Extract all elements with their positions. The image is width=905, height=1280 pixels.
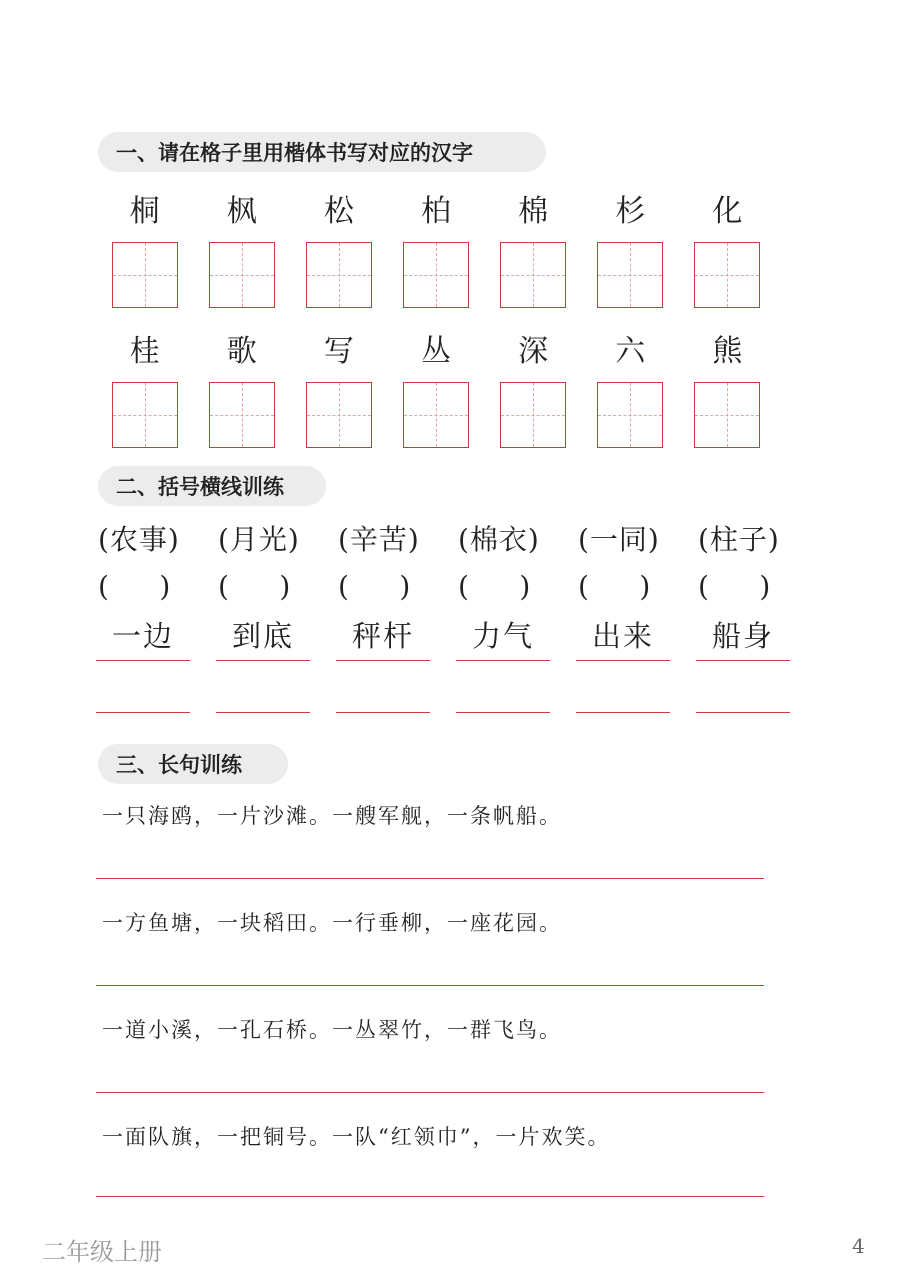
paren-word: (棉衣): [458, 523, 540, 556]
underline-word: 力气: [456, 616, 550, 661]
paren-blank[interactable]: ( ): [698, 570, 772, 603]
section2-title-text: 二、括号横线训练: [116, 475, 284, 499]
underline-word: 出来: [576, 616, 670, 661]
char-cell: [679, 332, 776, 448]
page-number: 4: [852, 1234, 865, 1258]
paren-word: (一同): [578, 523, 660, 556]
blank-line-row: [96, 710, 816, 713]
tian-grid-box[interactable]: [694, 242, 760, 308]
paren-row-filled: [98, 518, 818, 558]
write-blank[interactable]: [456, 710, 550, 713]
tian-grid-box[interactable]: [597, 382, 663, 448]
write-blank[interactable]: [216, 710, 310, 713]
char-cell: [485, 192, 582, 308]
sentence-2: 一方鱼塘，一块稻田。一行垂柳，一座花园。: [102, 911, 562, 935]
tian-grid-box[interactable]: [403, 382, 469, 448]
sentence-4: 一面队旗，一把铜号。一队“红领巾”，一片欢笑。: [102, 1125, 611, 1149]
underline-word: 到底: [216, 616, 310, 661]
char-cell: [290, 332, 387, 448]
write-blank[interactable]: [696, 710, 790, 713]
tian-grid-box[interactable]: [694, 382, 760, 448]
sentence-1: 一只海鸥，一片沙滩。一艘军舰，一条帆船。: [102, 804, 562, 828]
char-label: 熊: [712, 334, 743, 369]
char-label: 化: [712, 194, 743, 229]
char-cell: [679, 192, 776, 308]
char-cell: [96, 332, 193, 448]
paren-blank[interactable]: ( ): [218, 570, 292, 603]
char-cell: [485, 332, 582, 448]
underline-word: 船身: [696, 616, 790, 661]
paren-blank[interactable]: ( ): [578, 570, 652, 603]
char-label: 歌: [226, 334, 257, 369]
char-cell: [193, 332, 290, 448]
char-cell: [193, 192, 290, 308]
sentence-write-line[interactable]: [96, 985, 764, 986]
tian-grid-box[interactable]: [306, 242, 372, 308]
tian-grid-box[interactable]: [112, 382, 178, 448]
char-row-1: [96, 192, 776, 308]
tian-grid-box[interactable]: [500, 382, 566, 448]
sentence-write-line[interactable]: [96, 1092, 764, 1093]
tian-grid-box[interactable]: [500, 242, 566, 308]
tian-grid-box[interactable]: [597, 242, 663, 308]
char-label: 棉: [518, 194, 549, 229]
sentence-write-line[interactable]: [96, 878, 764, 879]
paren-blank[interactable]: ( ): [458, 570, 532, 603]
section3-title: [98, 744, 288, 784]
char-cell: [96, 192, 193, 308]
grade-label: 二年级上册: [42, 1238, 162, 1266]
underline-word: 秤杆: [336, 616, 430, 661]
section3-title-text: 三、长句训练: [116, 753, 242, 777]
write-blank[interactable]: [576, 710, 670, 713]
paren-blank[interactable]: ( ): [338, 570, 412, 603]
tian-grid-box[interactable]: [403, 242, 469, 308]
char-label: 深: [518, 334, 549, 369]
char-label: 丛: [420, 334, 451, 369]
char-cell: [387, 332, 484, 448]
char-label: 杉: [615, 194, 646, 229]
sentence-3: 一道小溪，一孔石桥。一丛翠竹，一群飞鸟。: [102, 1018, 562, 1042]
section1-title: [98, 132, 546, 172]
tian-grid-box[interactable]: [306, 382, 372, 448]
tian-grid-box[interactable]: [209, 382, 275, 448]
char-row-2: [96, 332, 776, 448]
char-label: 柏: [420, 194, 451, 229]
underline-word: 一边: [96, 616, 190, 661]
paren-blank[interactable]: ( ): [98, 570, 172, 603]
write-blank[interactable]: [336, 710, 430, 713]
char-label: 枫: [226, 194, 257, 229]
char-cell: [582, 332, 679, 448]
paren-word: (农事): [98, 523, 180, 556]
write-blank[interactable]: [96, 710, 190, 713]
char-label: 松: [323, 194, 354, 229]
char-label: 桂: [129, 334, 160, 369]
char-cell: [582, 192, 679, 308]
section1-title-text: 一、请在格子里用楷体书写对应的汉字: [116, 141, 473, 165]
paren-word: (辛苦): [338, 523, 420, 556]
char-label: 桐: [129, 194, 160, 229]
underline-word-row: [96, 616, 816, 661]
sentence-write-line[interactable]: [96, 1196, 764, 1197]
section2-title: [98, 466, 326, 506]
char-cell: [290, 192, 387, 308]
char-cell: [387, 192, 484, 308]
char-label: 六: [615, 334, 646, 369]
tian-grid-box[interactable]: [209, 242, 275, 308]
paren-row-empty: [98, 570, 818, 603]
tian-grid-box[interactable]: [112, 242, 178, 308]
paren-word: (月光): [218, 523, 300, 556]
char-label: 写: [323, 334, 354, 369]
paren-word: (柱子): [698, 523, 780, 556]
